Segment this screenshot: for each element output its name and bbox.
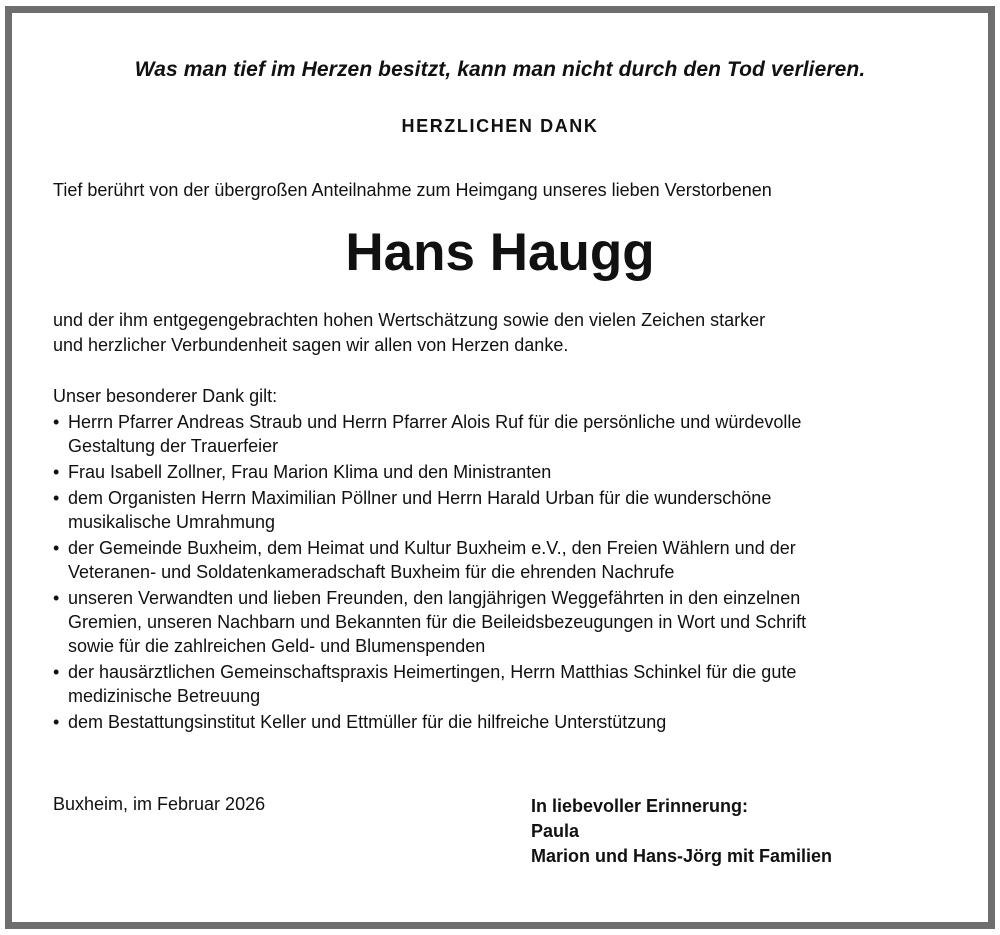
signer-line: Paula (531, 821, 580, 841)
thanks-item-line: der Gemeinde Buxheim, dem Heimat und Kultur Buxheim e.V., den Freien Wählern und der (68, 538, 796, 558)
thanks-item (53, 536, 806, 584)
bullet-icon: • (53, 488, 60, 508)
motto: Was man tief im Herzen besitzt, kann man nicht durch den Tod verlieren. (134, 58, 866, 81)
bullet-icon: • (53, 712, 60, 732)
thanks-item-line: Herrn Pfarrer Andreas Straub und Herrn Pfarrer Alois Ruf für die persönliche und würdevolle (68, 412, 802, 432)
thanks-list (53, 410, 806, 736)
heading-thanks: HERZLICHEN DANK (401, 116, 599, 136)
thanks-item-line: sowie für die zahlreichen Geld- und Blumenspenden (68, 636, 486, 656)
thanks-line: und herzlicher Verbundenheit sagen wir allen von Herzen danke. (53, 335, 569, 355)
thanks-line: und der ihm entgegengebrachten hohen Wertschätzung sowie den vielen Zeichen starker (53, 310, 766, 330)
bullet-icon: • (53, 662, 60, 682)
thanks-item-line: dem Organisten Herrn Maximilian Pöllner und Herrn Harald Urban für die wunderschöne (68, 488, 772, 508)
thanks-item-line: Veteranen- und Soldatenkameradschaft Buxheim für die ehrenden Nachrufe (68, 562, 675, 582)
thanks-item (53, 660, 806, 708)
thanks-item-line: unseren Verwandten und lieben Freunden, den langjährigen Weggefährten in den einzelnen (68, 588, 801, 608)
bullet-icon: • (53, 412, 60, 432)
signers (531, 794, 832, 869)
place-date: Buxheim, im Februar 2026 (53, 794, 266, 814)
special-thanks-intro: Unser besonderer Dank gilt: (53, 386, 278, 406)
thanks-item-line: Gestaltung der Trauerfeier (68, 436, 279, 456)
thanks-item (53, 586, 806, 658)
bullet-icon: • (53, 588, 60, 608)
intro-text: Tief berührt von der übergroßen Anteilnahme zum Heimgang unseres lieben Verstorbenen (53, 180, 772, 200)
thanks-item (53, 486, 806, 534)
thanks-paragraph (53, 308, 765, 358)
thanks-item (53, 710, 806, 734)
thanks-item-line: Gremien, unseren Nachbarn und Bekannten für die Beileidsbezeugungen in Wort und Schrift (68, 612, 807, 632)
bullet-icon: • (53, 462, 60, 482)
thanks-item-line: der hausärztlichen Gemeinschaftspraxis Heimertingen, Herrn Matthias Schinkel für die gute (68, 662, 797, 682)
thanks-item-line: Frau Isabell Zollner, Frau Marion Klima und den Ministranten (68, 462, 552, 482)
thanks-item (53, 410, 806, 458)
signer-line: Marion und Hans-Jörg mit Familien (531, 846, 833, 866)
thanks-item (53, 460, 806, 484)
thanks-item-line: musikalische Umrahmung (68, 512, 276, 532)
thanks-item-line: medizinische Betreuung (68, 686, 261, 706)
deceased-name: Hans Haugg (345, 223, 655, 282)
thanks-item-line: dem Bestattungsinstitut Keller und Ettmüller für die hilfreiche Unterstützung (68, 712, 667, 732)
signer-line: In liebevoller Erinnerung: (531, 796, 749, 816)
bullet-icon: • (53, 538, 60, 558)
